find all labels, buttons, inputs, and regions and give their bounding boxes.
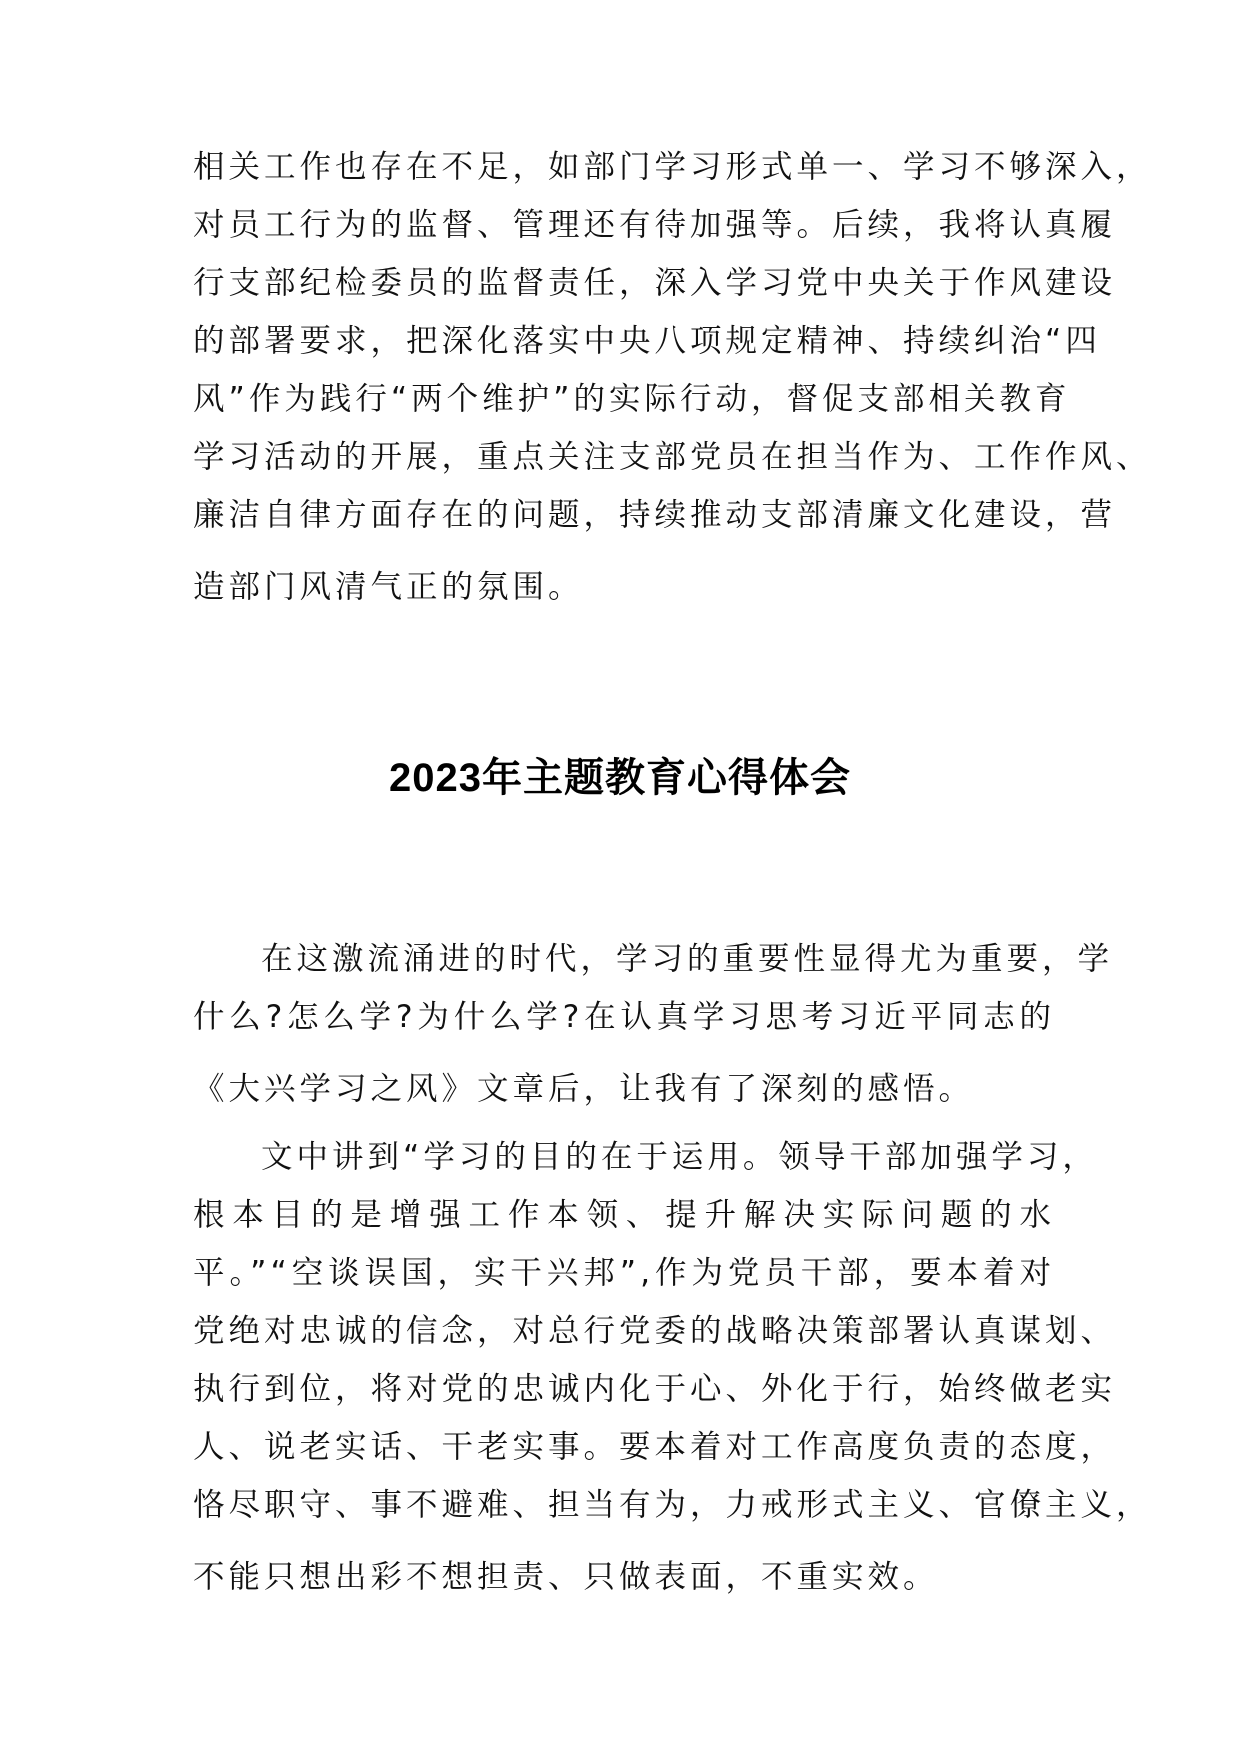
text-line: 执行到位，将对党的忠诚内化于心、外化于行，始终做老实 xyxy=(193,1371,1117,1407)
text-line: 学习活动的开展，重点关注支部党员在担当作为、工作作风、 xyxy=(193,439,1152,475)
text-line: 《大兴学习之风》文章后，让我有了深刻的感悟。 xyxy=(193,1071,975,1107)
text-line: 党绝对忠诚的信念，对总行党委的战略决策部署认真谋划、 xyxy=(193,1313,1117,1349)
paragraph-intro xyxy=(193,930,1114,1118)
text-line: 对员工行为的监督、管理还有待加强等。后续，我将认真履 xyxy=(193,207,1117,243)
text-line: 人、说老实话、干老实事。要本着对工作高度负责的态度， xyxy=(193,1429,1117,1465)
text-line: 风”作为践行“两个维护”的实际行动，督促支部相关教育 xyxy=(193,381,1071,417)
text-line: 行支部纪检委员的监督责任，深入学习党中央关于作风建设 xyxy=(193,265,1117,301)
text-line: 平。”“空谈误国，实干兴邦”,作为党员干部，要本着对 xyxy=(193,1255,1055,1291)
text-line: 文中讲到“学习的目的在于运用。领导干部加强学习， xyxy=(261,1139,1098,1175)
text-line: 廉洁自律方面存在的问题，持续推动支部清廉文化建设，营 xyxy=(193,497,1117,533)
text-line: 恪尽职守、事不避难、担当有为，力戒形式主义、官僚主义， xyxy=(193,1487,1152,1523)
continued-paragraph xyxy=(193,138,1152,616)
text-line: 不能只想出彩不想担责、只做表面，不重实效。 xyxy=(193,1559,939,1595)
paragraph-body xyxy=(193,1128,1152,1606)
article-title: 2023年主题教育心得体会 xyxy=(389,756,851,800)
text-line: 什么?怎么学?为什么学?在认真学习思考习近平同志的 xyxy=(193,999,1055,1035)
text-line: 造部门风清气正的氛围。 xyxy=(193,569,584,605)
text-line: 根本目的是增强工作本领、提升解决实际问题的水 xyxy=(193,1197,1055,1233)
text-line: 的部署要求，把深化落实中央八项规定精神、持续纠治“四 xyxy=(193,323,1101,359)
text-line: 相关工作也存在不足，如部门学习形式单一、学习不够深入， xyxy=(193,149,1152,185)
text-line: 在这激流涌进的时代，学习的重要性显得尤为重要，学 xyxy=(261,941,1114,977)
